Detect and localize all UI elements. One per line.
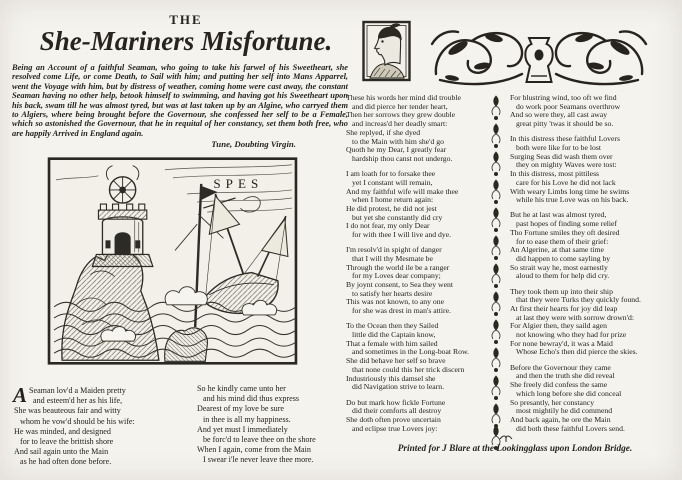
verse-column-d bbox=[510, 94, 678, 440]
verse-line: When I again, come from the Main bbox=[197, 445, 311, 455]
verse-line: By joynt consent, to Sea they went bbox=[346, 280, 453, 290]
verse-line: She was beauteous fair and witty bbox=[14, 406, 121, 416]
stanza bbox=[346, 399, 486, 434]
title-the: THE bbox=[169, 12, 203, 27]
verse-line: but yet she constantly did cry bbox=[352, 212, 443, 222]
stanza bbox=[510, 135, 678, 205]
verse-line: For blustring wind, too oft we find bbox=[510, 93, 617, 102]
verse-line: I'm resolv'd in spight of danger bbox=[346, 245, 442, 255]
verse-line: for to ease them of their grief: bbox=[516, 236, 609, 246]
verse-line: I swear i'le never leave thee more. bbox=[203, 455, 314, 465]
verse-line: And back again, he ore the Main bbox=[510, 414, 611, 424]
verse-line: in thee is all my happiness. bbox=[203, 414, 291, 424]
verse-line: and esteem'd her as his life, bbox=[33, 396, 123, 406]
verse-line: She doth often prove uncertain bbox=[346, 414, 441, 424]
verse-line: But he at last was almost tyred, bbox=[510, 210, 607, 220]
verse-line: They took them up into their ship bbox=[510, 286, 613, 296]
verse-line: These his words her mind did trouble bbox=[346, 93, 461, 102]
verse-line: aloud to them for help did cry. bbox=[516, 271, 610, 281]
verse-line: at last they were with sorrow drown'd: bbox=[516, 312, 634, 322]
verse-line: to satisfy her hearts desire bbox=[352, 288, 433, 298]
verse-line: hardship thou canst not undergo. bbox=[352, 153, 453, 163]
fleuron-icon bbox=[498, 434, 514, 443]
verse-line: both were like for to be lost bbox=[516, 143, 601, 153]
woodcut-banner-text: SPES bbox=[213, 175, 264, 191]
verse-line: when I home return again: bbox=[352, 195, 434, 205]
verse-line: did their comforts all destroy bbox=[352, 406, 442, 416]
verse-line: Then her sorrows they grew double bbox=[346, 110, 456, 120]
verse-line: be forc'd to leave thee on the shore bbox=[203, 435, 316, 445]
intro-summary: Being an Account of a faithful Seaman, who going to take his farwel of his Sweetheart, she resolved come Life, or come Death, to Sail with him; and putting her self into Mans Apparrel, went the Voyage with him, but by distress of weather, coming home were cast away, the constant Seaman having no other help, betook himself to swimming, and having got his Sweetheart upon his back, swam till he was almost tyred, but was at last taken up by an Algine, who carryed them to Algiers, where being brought before the Governour, she confessed her self to be a Female, which so astonished the Governour, that he in requital of her constancy, set them both free, who are happily Arrived in England again. bbox=[12, 63, 348, 138]
verse-line: not knowing who they had for prize bbox=[516, 330, 627, 340]
verse-line: great pitty 'twas it should be so. bbox=[516, 119, 614, 129]
stanza bbox=[510, 364, 678, 434]
verse-line: In this distress these faithful Lovers bbox=[510, 134, 620, 144]
verse-line: Before the Governour they came bbox=[510, 362, 611, 372]
verse-line: whom he vow'd should be his wife: bbox=[20, 416, 135, 426]
stanza bbox=[197, 384, 347, 466]
verse-line: For none bewray'd, it was a Maid bbox=[510, 338, 613, 348]
verse-line: to the Main with him she'd go bbox=[352, 136, 444, 146]
verse-line: that none could this her trick discern bbox=[352, 364, 465, 374]
verse-line: as he had often done before. bbox=[20, 457, 112, 467]
foliate-scroll-band-icon bbox=[428, 24, 650, 89]
verse-line: they on mighty Waves were tost: bbox=[516, 160, 617, 170]
verse-line: He was minded, and designed bbox=[14, 426, 111, 436]
verse-line: She did behave her self so brave bbox=[346, 356, 446, 366]
stanza bbox=[346, 322, 486, 392]
verse-line: little did the Captain know, bbox=[352, 330, 436, 340]
verse-line: I do not fear, my only Dear bbox=[346, 221, 430, 231]
verse-line: for she was drest in man's attire. bbox=[352, 306, 451, 316]
verse-line: Whose Echo's then did pierce the skies. bbox=[516, 347, 638, 357]
verse-line: Through the world ile be a ranger bbox=[346, 262, 450, 272]
verse-line: At first their hearts for joy did leap bbox=[510, 303, 618, 313]
verse-line: past hopes of finding some relief bbox=[516, 219, 617, 229]
verse-column-a bbox=[13, 383, 190, 474]
verse-line: Do but mark how fickle Fortune bbox=[346, 397, 446, 407]
verse-line: while his true Love was on his back. bbox=[516, 195, 629, 205]
verse-line: Surging Seas did wash them over bbox=[510, 151, 613, 161]
verse-line: and sometimes in the Long-boat Row. bbox=[352, 347, 469, 357]
verse-line: did happen to come sayling by bbox=[516, 253, 611, 263]
verse-line: That a female with him sailed bbox=[346, 338, 438, 348]
verse-line: Tho Fortune smiles they oft desired bbox=[510, 227, 620, 237]
shipwreck-woodcut bbox=[46, 153, 300, 371]
stanza bbox=[346, 94, 486, 164]
verse-line: which long before she did conceal bbox=[516, 388, 622, 398]
verse-line: An Algerine, at that same time bbox=[510, 245, 604, 255]
tune-line: Tune, Doubting Virgin. bbox=[211, 139, 296, 149]
stanza bbox=[510, 211, 678, 281]
verse-line: that they were Turks they quickly found. bbox=[516, 295, 641, 305]
verse-line: that I will thy Mesmate be bbox=[352, 253, 433, 263]
stanza bbox=[346, 170, 486, 240]
verse-line: Industriously this damsel she bbox=[346, 373, 436, 383]
verse-line: This was not known, to any one bbox=[346, 297, 445, 307]
verse-line: most mightily he did commend bbox=[516, 406, 613, 416]
verse-line: care for his Love he did not lack bbox=[516, 177, 616, 187]
page-title: She-Mariners Misfortune. bbox=[39, 26, 333, 56]
fleuron-column-icon bbox=[488, 94, 504, 450]
verse-line: Quoth he my Dear, I greatly fear bbox=[346, 145, 447, 155]
drop-cap: A bbox=[13, 383, 28, 407]
verse-line: for to leave the brittish shore bbox=[20, 437, 114, 447]
verse-line: So he kindly came unto her bbox=[197, 384, 286, 393]
verse-line: She replyed, if she dyed bbox=[346, 127, 421, 137]
verse-column-b bbox=[197, 384, 347, 472]
stanza bbox=[346, 246, 486, 316]
imprint-line: Printed for J Blare at the Lookingglass upon London Bridge. bbox=[397, 444, 633, 454]
verse-line: yet I constant will remain, bbox=[352, 177, 433, 187]
verse-line: For Algier then, they saild agen bbox=[510, 321, 607, 331]
verse-line: And so were they, all cast away bbox=[510, 110, 608, 120]
verse-line: He did protest, he did not jest bbox=[346, 203, 437, 213]
verse-line: for with thee I will live and dye. bbox=[352, 230, 452, 240]
title-block bbox=[8, 12, 364, 57]
verse-line: Dearest of my love be sure bbox=[197, 404, 284, 414]
verse-line: and did pierce her tender heart, bbox=[352, 101, 448, 111]
verse-line: She freely did confess the same bbox=[510, 380, 608, 390]
stanza bbox=[13, 383, 190, 468]
verse-line: And my faithful wife will make thee bbox=[346, 186, 459, 196]
verse-line: and increas'd her deadly smart: bbox=[352, 119, 448, 129]
stanza bbox=[510, 288, 678, 358]
verse-line: Seaman lov'd a Maiden pretty bbox=[29, 386, 126, 395]
verse-line: do work poor Seamans overthrow bbox=[516, 101, 621, 111]
verse-line: So strait way he, most earnestly bbox=[510, 262, 608, 272]
verse-line: And sail again unto the Main bbox=[14, 447, 109, 457]
verse-line: and then the truth she did reveal bbox=[516, 371, 615, 381]
verse-line: for my Loves dear company; bbox=[352, 271, 441, 281]
verse-line: and eclipse true Lovers joy: bbox=[352, 423, 438, 433]
verse-line: I am loath for to forsake thee bbox=[346, 169, 436, 179]
verse-line: and his mind did thus express bbox=[203, 394, 299, 404]
verse-line: To the Ocean then they Sailed bbox=[346, 321, 439, 331]
profile-head-woodcut-icon bbox=[362, 20, 412, 84]
verse-line: With weary Limbs long time he swims bbox=[510, 186, 630, 196]
verse-column-c bbox=[346, 94, 486, 440]
verse-line: And yet must I immediately bbox=[197, 424, 288, 434]
stanza bbox=[510, 94, 678, 129]
verse-line: did Navigation strive to learn. bbox=[352, 382, 445, 392]
verse-line: So presantly, her constancy bbox=[510, 397, 595, 407]
verse-line: did both these faithful Lovers send. bbox=[516, 423, 625, 433]
verse-line: In this distress, most pittiless bbox=[510, 169, 600, 179]
